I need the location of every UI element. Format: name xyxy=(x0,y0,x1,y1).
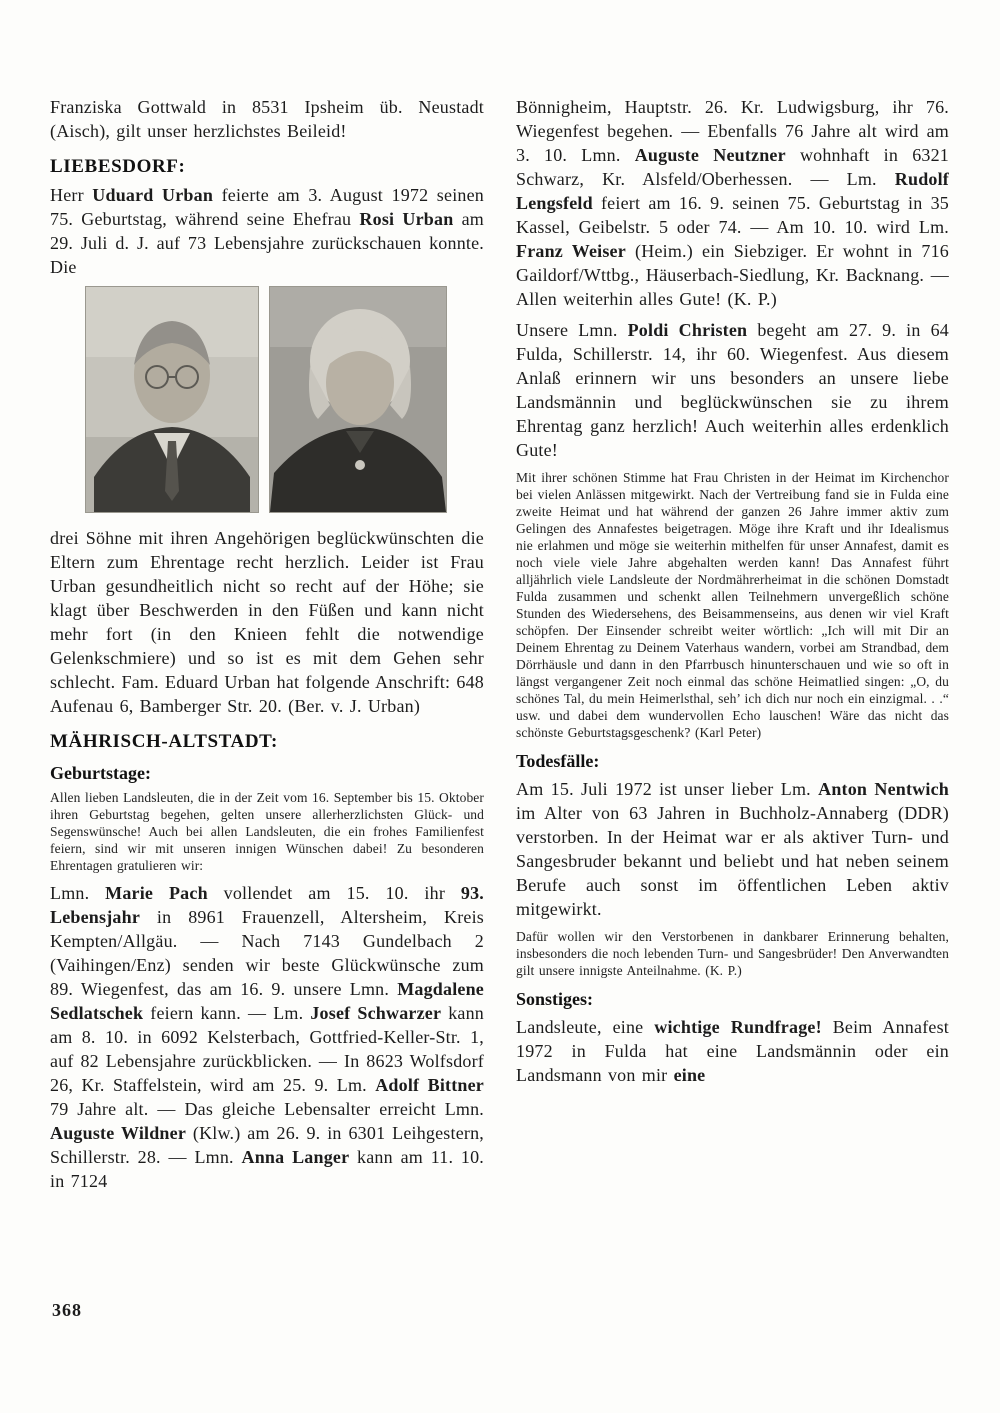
subheading-sonstiges: Sonstiges: xyxy=(516,989,594,1009)
portrait-photo-man xyxy=(86,287,258,512)
subheading-todesfaelle: Todesfälle: xyxy=(516,751,600,771)
paragraph-urban-health: drei Söhne mit ihren Angehörigen beglückwünschten die Eltern zum Ehrentage recht herzlich. Leider ist Frau Urban gesundheitlich nicht so recht auf der Höhe; sie klagt über Beschwerden in den Füßen und kann nicht mehr fort (in den Knieen fehlt die notwendige Gelenkschmiere) und so ist es mit dem Gehen sehr schlecht. Fam. Eduard Urban hat folgende Anschrift: 648 Aufenau 6, Bamberger Str. 20. (Ber. v. J. Urban) xyxy=(50,528,484,716)
paragraph-christen-birthday: Unsere Lmn. Poldi Christen begeht am 27. 9. in 64 Fulda, Schillerstr. 14, ihr 60. Wiegenfest. Aus diesem Anlaß erinnern wir uns besonders an unsere liebe Landsmännin und beglückwünschen sie zu ihrem Ehrentag ganz herzlich! Auch weiterhin alles erdenklich Gute! xyxy=(516,320,949,460)
subheading-geburtstage: Geburtstage: xyxy=(50,763,151,783)
paragraph-birthday-intro: Allen lieben Landsleuten, die in der Zeit vom 16. September bis 15. Oktober ihren Geburtstag begehen, gelten unsere allerherzlichsten Glück- und Segenswünsche! Auch bei allen Landsleuten, die ein frohes Familienfest feiern, sind wir mit unseren innigen Wünschen dabei! Zu besonderen Ehrentagen gratulieren wir: xyxy=(50,790,484,873)
page-number: 368 xyxy=(52,1300,82,1320)
right-column xyxy=(516,95,949,1094)
section-heading-liebesdorf: LIEBESDORF: xyxy=(50,156,186,177)
paragraph-birthday-continuation: Bönnigheim, Hauptstr. 26. Kr. Ludwigsburg, ihr 76. Wiegenfest begehen. — Ebenfalls 76 Jahre alt wird am 3. 10. Lmn. Auguste Neutzner wohnhaft in 6321 Schwarz, Kr. Alsfeld/Oberhessen. — Lm. Rudolf Lengsfeld feiert am 16. 9. seinen 75. Geburtstag in 35 Kassel, Geibelstr. 5 oder 74. — Am 10. 10. wird Lm. Franz Weiser (Heim.) ein Siebziger. Er wohnt in 716 Gaildorf/Wttbg., Häuserbach-Siedlung, Kr. Backnang. — Allen weiterhin alles Gute! (K. P.) xyxy=(516,97,950,309)
section-heading-maehrisch-altstadt: MÄHRISCH-ALTSTADT: xyxy=(50,731,278,752)
paragraph-nentwich-obituary: Am 15. Juli 1972 ist unser lieber Lm. Anton Nentwich im Alter von 63 Jahren in Buchholz-Annaberg (DDR) verstorben. In der Heimat war er als aktiver Turn- und Sangesbruder bekannt und beliebt und hat neben seinem Berufe auch sonst im öffentlichen Leben aktiv mitgewirkt. xyxy=(516,779,950,919)
paragraph-christen-note: Mit ihrer schönen Stimme hat Frau Christen in der Heimat im Kirchenchor bei vielen Anlässen mitgewirkt. Nach der Vertreibung fand sie in Fulda eine zweite Heimat und hat während der ganzen 26 Jahre immer aktiv zum Gelingen des Annafestes beigetragen. Möge ihre Kraft und ihr Idealismus nie erlahmen und möge sie weiterhin mithelfen für unser Annafest, damit es noch viele viele Jahre abgehalten werden kann! Das Annafest führt alljährlich viele Landsleute der Nordmährerheimat in die schönen Domstadt Fulda zusammen und schenkt allen Teilnehmern unvergeßlich schöne Stunden des Wiedersehens, des Beisammenseins, aus denen wir viel Kraft schöpfen. Der Einsender schreibt weiter wörtlich: „Ich will mit Dir an Deinem Ehrentag zu Deinem Vaterhaus wandern, vorbei am Strandbad, dem Dörrhäusle und dann in den Pfarrbusch hinunterschauen und wie so oft in längst vergangener Zeit noch einmal das schöne Heimatlied singen: „O, du schönes Tal, du mein Heimerlsthal, seh’ ich dich nur noch ein einzigmal. . .“ usw. und dabei dem wundervollen Echo lauschen! Wäre das nicht das schönste Geburtstagsgeschenk? (Karl Peter) xyxy=(516,470,949,740)
left-column xyxy=(50,95,484,1200)
paragraph-birthday-list: Lmn. Marie Pach vollendet am 15. 10. ihr 93. Lebensjahr in 8961 Frauenzell, Altersheim, Kreis Kempten/Allgäu. — Nach 7143 Gundelbach 2 (Vaihingen/Enz) senden wir beste Glückwünsche zum 89. Wiegenfest, das am 16. 9. unsere Lmn. Magdalene Sedlatschek feiern kann. — Lm. Josef Schwarzer kann am 8. 10. in 6092 Kelsterbach, Gottfried-Keller-Str. 1, auf 82 Lebensjahre zurückblicken. — In 8623 Wolfsdorf 26, Kr. Staffelstein, wird am 25. 9. Lm. Adolf Bittner 79 Jahre alt. — Das gleiche Lebensalter erreicht Lmn. Auguste Wildner (Klw.) am 26. 9. in 6301 Leihgestern, Schillerstr. 28. — Lmn. Anna Langer kann am 11. 10. in 7124 xyxy=(50,883,485,1191)
paragraph-condolence: Franziska Gottwald in 8531 Ipsheim üb. Neustadt (Aisch), gilt unser herzlichstes Beileid! xyxy=(50,97,484,141)
paragraph-nentwich-note: Dafür wollen wir den Verstorbenen in dankbarer Erinnerung behalten, insbesonders die noch lebenden Turn- und Sangesbrüder! Den Anverwandten gilt unsere innigste Anteilnahme. (K. P.) xyxy=(516,929,949,978)
paragraph-rundfrage: Landsleute, eine wichtige Rundfrage! Beim Annafest 1972 in Fulda hat eine Landsmännin oder ein Landsmann von mir eine xyxy=(516,1017,949,1085)
portrait-photo-woman xyxy=(270,287,446,512)
photo-row xyxy=(86,287,484,512)
paragraph-urban-birthdays: Herr Uduard Urban feierte am 3. August 1972 seinen 75. Geburtstag, während seine Ehefrau Rosi Urban am 29. Juli d. J. auf 73 Lebensjahre zurückschauen konnte. Die xyxy=(50,185,484,277)
